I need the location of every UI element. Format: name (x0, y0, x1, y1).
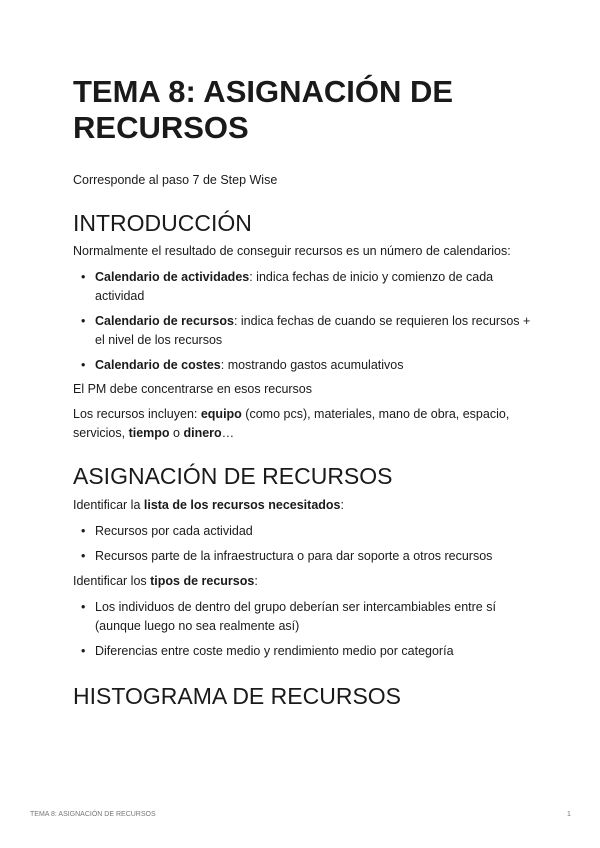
calendar-list (73, 268, 533, 375)
footer-page-number: 1 (567, 811, 571, 818)
list-item: • Recursos por cada actividad (73, 522, 533, 541)
section-heading-histograma: HISTOGRAMA DE RECURSOS (73, 683, 402, 709)
list-item: • Calendario de costes: mostrando gastos acumulativos (73, 356, 533, 375)
asignacion-lead-2: Identificar los tipos de recursos: (73, 574, 258, 588)
needed-resources-list (73, 522, 533, 566)
asignacion-lead-1: Identificar la lista de los recursos necesitados: (73, 498, 344, 512)
list-item: • Diferencias entre coste medio y rendimiento medio por categoría (73, 642, 533, 661)
resources-paragraph: Los recursos incluyen: equipo (como pcs), materiales, mano de obra, espacio, servicios, tiempo o dinero… (73, 407, 510, 440)
list-item: • Recursos parte de la infraestructura o para dar soporte a otros recursos (73, 547, 533, 566)
section-heading-introduccion: INTRODUCCIÓN (73, 210, 252, 236)
list-item: • Calendario de actividades: indica fechas de inicio y comienzo de cada actividad (73, 268, 533, 306)
list-item: • Los individuos de dentro del grupo deberían ser intercambiables entre sí (aunque luego no sea realmente así) (73, 598, 533, 636)
pm-note: El PM debe concentrarse en esos recursos (73, 382, 313, 396)
list-item: • Calendario de recursos: indica fechas de cuando se requieren los recursos + el nivel de los recursos (73, 312, 533, 350)
page-title: TEMA 8: ASIGNACIÓN DE RECURSOS (73, 74, 454, 145)
subtitle: Corresponde al paso 7 de Step Wise (73, 173, 278, 187)
section-heading-asignacion: ASIGNACIÓN DE RECURSOS (73, 463, 393, 489)
intro-lead: Normalmente el resultado de conseguir recursos es un número de calendarios: (73, 244, 511, 258)
resource-types-list (73, 598, 533, 661)
footer-title: TEMA 8: ASIGNACIÓN DE RECURSOS (30, 811, 156, 818)
